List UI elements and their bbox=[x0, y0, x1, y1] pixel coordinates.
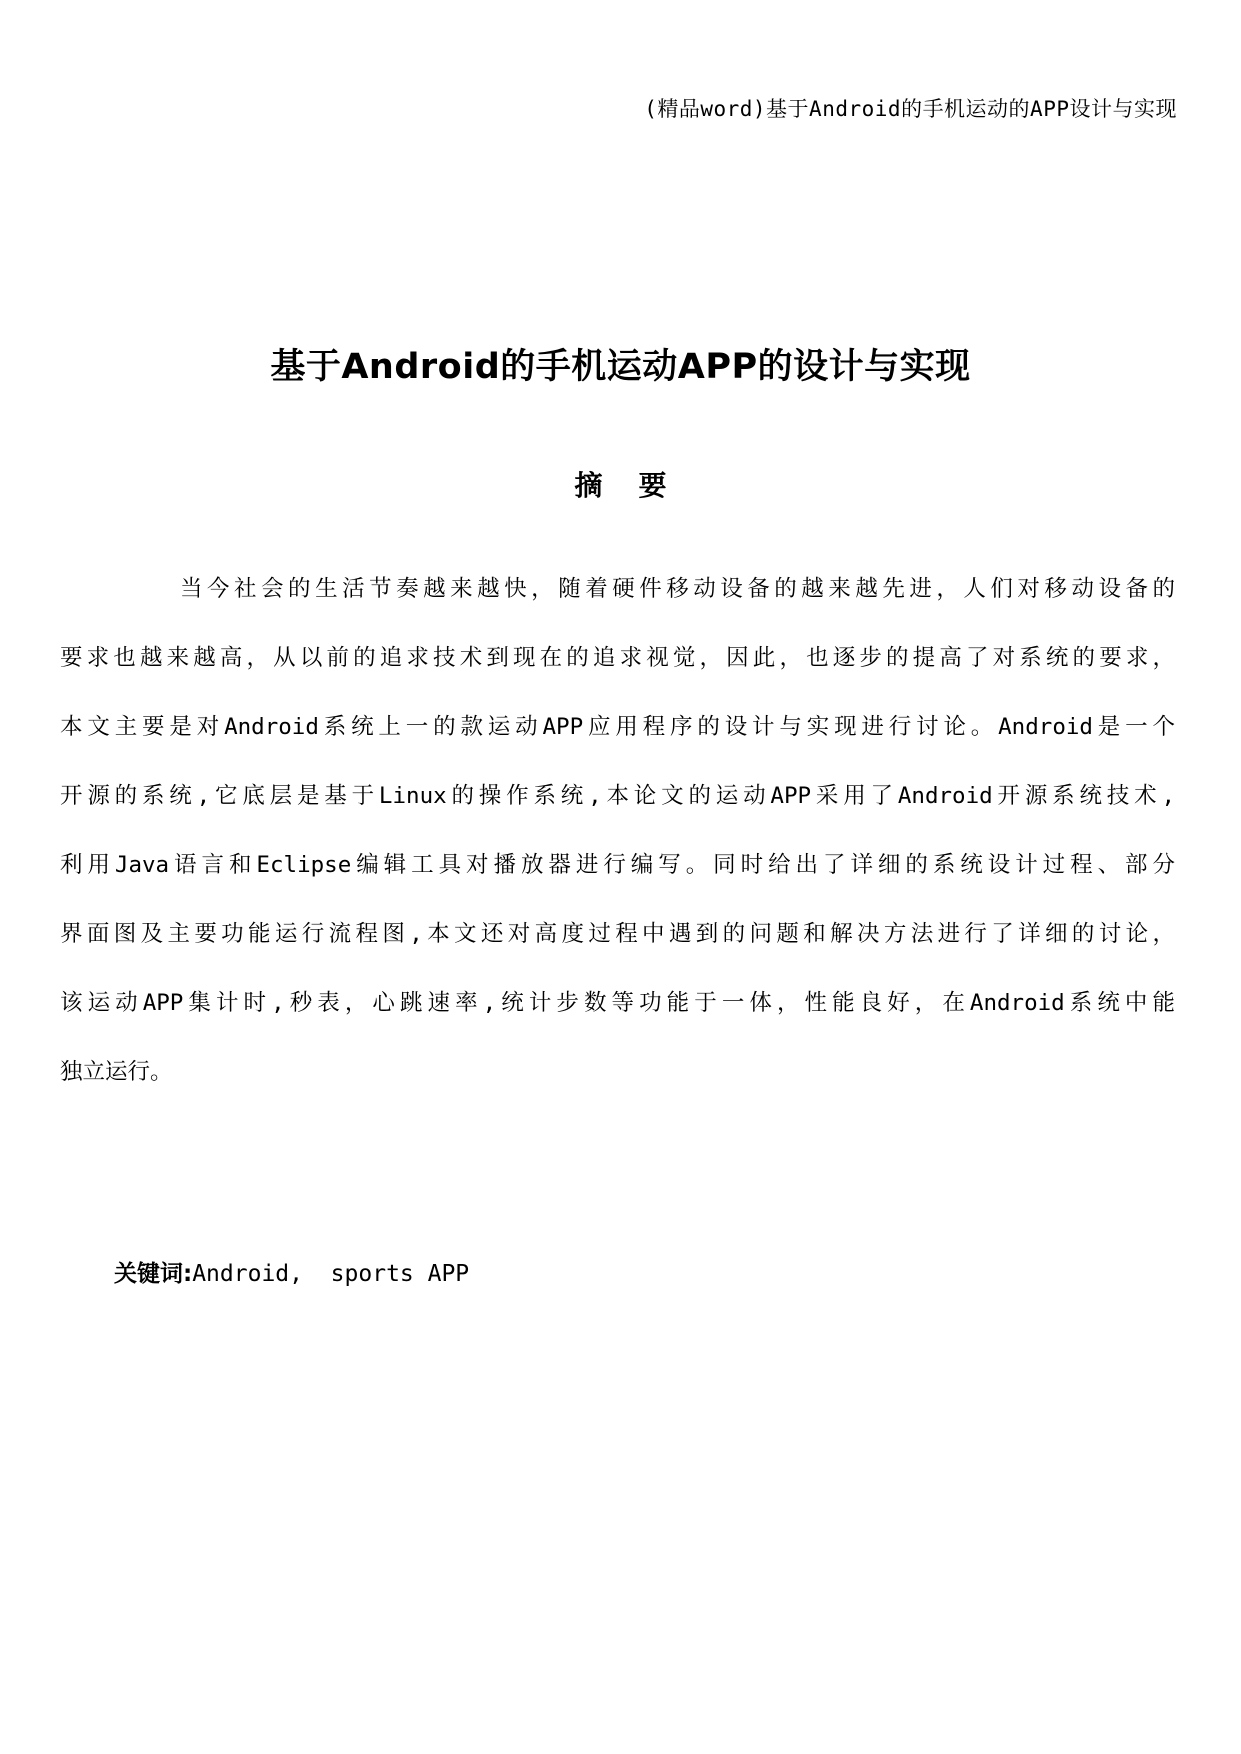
abstract-line: 开源的系统,它底层是基于Linux的操作系统,本论文的运动APP采用了Android开源系统技术, bbox=[60, 783, 1175, 809]
keywords bbox=[114, 1257, 469, 1291]
abstract-heading-char-2: 要 bbox=[638, 469, 667, 502]
abstract-line: 该运动APP集计时,秒表，心跳速率,统计步数等功能于一体，性能良好，在Android系统中能 bbox=[60, 990, 1175, 1016]
abstract-line: 利用Java语言和Eclipse编辑工具对播放器进行编写。同时给出了详细的系统设计过程、部分 bbox=[60, 852, 1175, 878]
abstract-line: 当今社会的生活节奏越来越快，随着硬件移动设备的越来越先进，人们对移动设备的 bbox=[180, 576, 1175, 602]
abstract-line: 独立运行。 bbox=[60, 1059, 173, 1085]
document-title: 基于Android的手机运动APP的设计与实现 bbox=[270, 347, 971, 387]
abstract-heading bbox=[0, 466, 1241, 506]
abstract-body bbox=[60, 565, 1175, 1117]
abstract-line: 本文主要是对Android系统上一的款运动APP应用程序的设计与实现进行讨论。Android是一个 bbox=[60, 714, 1175, 740]
abstract-line: 要求也越来越高，从以前的追求技术到现在的追求视觉，因此，也逐步的提高了对系统的要求， bbox=[60, 645, 1175, 671]
abstract-heading-char-1: 摘 bbox=[574, 469, 603, 502]
keywords-label: 关键词: bbox=[114, 1261, 193, 1287]
keywords-value: Android, sports APP bbox=[192, 1261, 470, 1287]
abstract-line: 界面图及主要功能运行流程图,本文还对高度过程中遇到的问题和解决方法进行了详细的讨论， bbox=[60, 921, 1175, 947]
running-header: (精品word)基于Android的手机运动的APP设计与实现 bbox=[644, 97, 1177, 121]
